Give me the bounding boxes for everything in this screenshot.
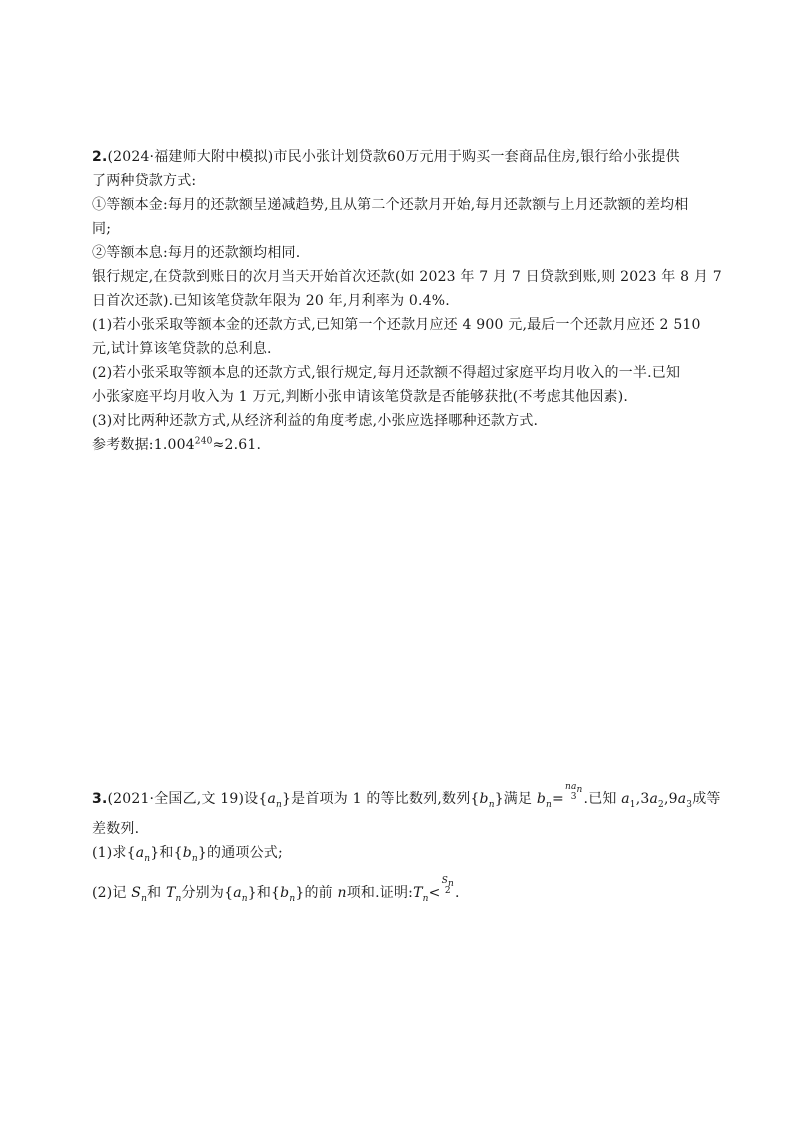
- q2-reference-data: 参考数据$:1.004^{240}\approx 2.61$.: [92, 436, 262, 453]
- q2-line-1: [92, 146, 712, 168]
- q2-line-9: 元,试计算该笔贷款的总利息.: [92, 341, 272, 357]
- q2-line-12: (3)对比两种还款方式,从经济利益的角度考虑,小张应选择哪种还款方式.: [92, 413, 539, 429]
- q3-line-3: (1)求$\{a_n\}$和$\{b_n\}$的通项公式;: [92, 845, 283, 864]
- q2-line-10: (2)若小张采取等额本息的还款方式,银行规定,每月还款额不得超过家庭平均月收入的一半.已知: [92, 365, 681, 381]
- q2-line-11: 小张家庭平均月收入为 1 万元,判断小张申请该笔贷款是否能够获批(不考虑其他因素).: [92, 389, 629, 405]
- fraction-sn-over-2: $S_n$ 2: [441, 876, 454, 896]
- q2-line-7: 日首次还款).已知该笔贷款年限为 20 年,月利率为 0.4%.: [92, 293, 450, 309]
- q2-line-2: 了两种贷款方式:: [92, 173, 197, 189]
- fraction-na-over-3: $na_n$ 3: [564, 782, 583, 802]
- q3-line-1: 3.(2021·全国乙,文 19)设$\{a_n\}$是首项为 1 的等比数列,数列$\{b_n\}$满足 $b_n=$ $na_n$ 3 .已知 $a_1,3a_2,9a_3$成等: [92, 782, 721, 810]
- q2-line-4: 同;: [92, 221, 112, 237]
- q2-number: 2.: [92, 149, 108, 165]
- q3-line-2: 差数列.: [92, 821, 140, 837]
- q2-text: (2024·福建师大附中模拟)市民小张计划贷款60万元用于购买一套商品住房,银行给小张提供: [107, 149, 680, 165]
- q3-line-4: (2)记 $S_n$和 $T_n$分别为$\{a_n\}$和$\{b_n\}$的前 n项和.证明$:T_n<$ $S_n$ 2 .: [92, 876, 460, 904]
- q2-line-6: 银行规定,在贷款到账日的次月当天开始首次还款(如 2023 年 7 月 7 日贷款到账,则 2023 年 8 月 7: [92, 269, 722, 285]
- q2-line-3: ①等额本金:每月的还款额呈递减趋势,且从第二个还款月开始,每月还款额与上月还款额的差均相: [92, 197, 689, 213]
- q3-number: 3.: [92, 791, 108, 807]
- q2-line-8: (1)若小张采取等额本金的还款方式,已知第一个还款月应还 4 900 元,最后一个还款月应还 2 510: [92, 317, 701, 333]
- q2-line-5: ②等额本息:每月的还款额均相同.: [92, 245, 301, 261]
